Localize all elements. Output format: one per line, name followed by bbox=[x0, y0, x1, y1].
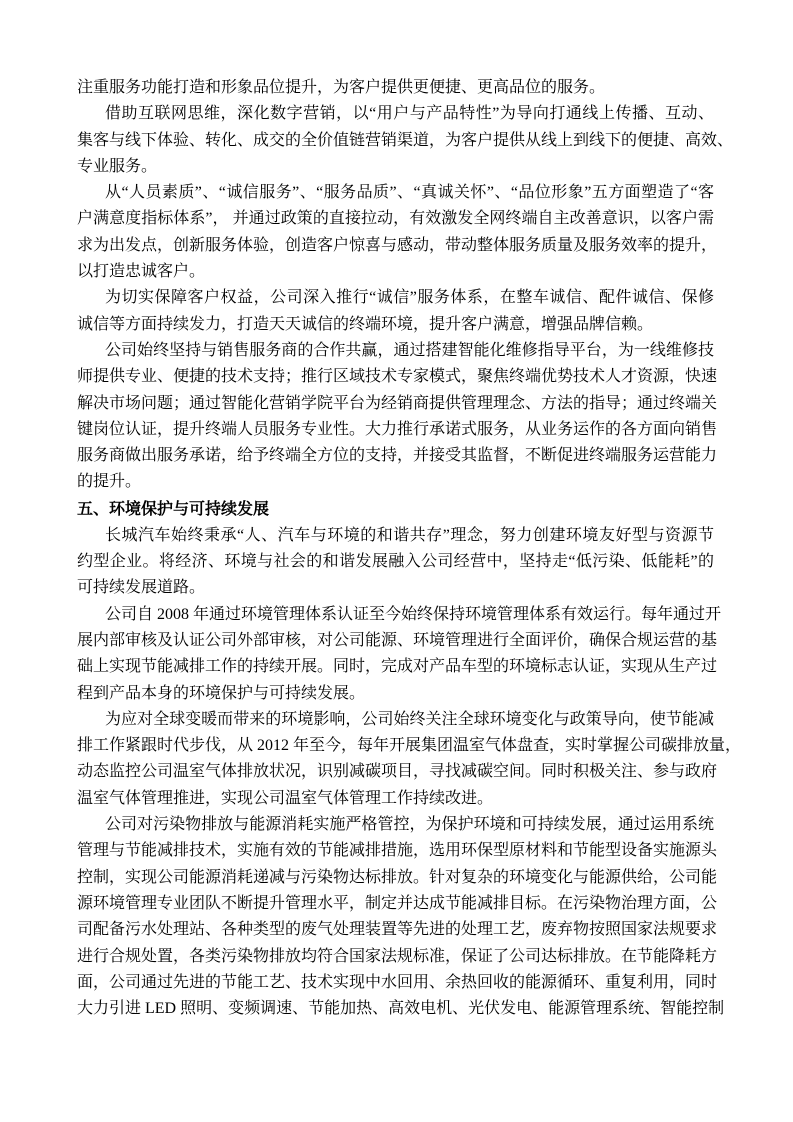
paragraph bbox=[77, 812, 725, 1022]
paragraph bbox=[77, 101, 734, 180]
paragraph-line: 可持续发展道路。 bbox=[77, 579, 206, 597]
paragraph-line: 进行合规处置，各类污染物排放均符合国家法规标准，保证了公司达标排放。在节能降耗方 bbox=[77, 947, 718, 965]
paragraph-line: 源环境管理专业团队不断提升管理水平，制定并达成节能减排目标。在污染物治理方面，公 bbox=[77, 894, 718, 912]
paragraph-line: 展内部审核及认证公司外部审核，对公司能源、环境管理进行全面评价，确保合规运营的基 bbox=[77, 631, 718, 649]
heading-text: 五、环境保护与可持续发展 bbox=[77, 500, 270, 518]
paragraph-line: 程到产品本身的环境保护与可持续发展。 bbox=[77, 684, 366, 702]
paragraph bbox=[77, 338, 718, 496]
paragraph bbox=[77, 602, 722, 707]
paragraph bbox=[77, 75, 714, 101]
paragraph-line: 大力引进 LED 照明、变频调速、节能加热、高效电机、光伏发电、能源管理系统、智能控制 bbox=[77, 1000, 725, 1018]
paragraph-line: 为切实保障客户权益，公司深入推行“诚信”服务体系，在整车诚信、配件诚信、保修 bbox=[105, 289, 714, 307]
paragraph-line: 公司对污染物排放与能源消耗实施严格管控，为保护环境和可持续发展，通过运用系统 bbox=[105, 816, 714, 834]
paragraph-line: 集客与线下体验、转化、成交的全价值链营销渠道，为客户提供从线上到线下的便捷、高效、 bbox=[77, 131, 734, 149]
paragraph-line: 控制，实现公司能源消耗递减与污染物达标排放。针对复杂的环境变化与能源供给，公司能 bbox=[77, 868, 718, 886]
paragraph-line: 公司自 2008 年通过环境管理体系认证至今始终保持环境管理体系有效运行。每年通过开 bbox=[105, 605, 722, 623]
paragraph bbox=[77, 180, 718, 285]
document-page bbox=[77, 75, 742, 1022]
paragraph-line: 约型企业。将经济、环境与社会的和谐发展融入公司经营中，坚持走“低污染、低能耗”的 bbox=[77, 553, 714, 571]
paragraph-line: 诚信等方面持续发力，打造天天诚信的终端环境，提升客户满意，增强品牌信赖。 bbox=[77, 315, 654, 333]
paragraph-line: 求为出发点，创新服务体验，创造客户惊喜与感动，带动整体服务质量及服务效率的提升， bbox=[77, 236, 718, 254]
paragraph bbox=[77, 523, 714, 602]
paragraph-line: 专业服务。 bbox=[77, 157, 158, 175]
paragraph bbox=[77, 707, 742, 812]
paragraph-line: 司配备污水处理站、各种类型的废气处理装置等先进的处理工艺，废弃物按照国家法规要求 bbox=[77, 921, 718, 939]
paragraph-line: 础上实现节能减排工作的持续开展。同时，完成对产品车型的环境标志认证，实现从生产过 bbox=[77, 658, 718, 676]
paragraph-line: 注重服务功能打造和形象品位提升，为客户提供更便捷、更高品位的服务。 bbox=[77, 79, 606, 96]
paragraph-line: 排工作紧跟时代步伐，从 2012 年至今，每年开展集团温室气体盘查，实时掌握公司碳排放量， bbox=[77, 737, 742, 755]
paragraph-line: 以打造忠诚客户。 bbox=[77, 263, 206, 281]
paragraph-line: 从“人员素质”、“诚信服务”、“服务品质”、“真诚关怀”、“品位形象”五方面塑造了“客 bbox=[105, 184, 714, 202]
paragraph-line: 管理与节能减排技术，实施有效的节能减排措施，选用环保型原材料和节能型设备实施源头 bbox=[77, 842, 718, 860]
paragraph-line: 动态监控公司温室气体排放状况，识别减碳项目，寻找减碳空间。同时积极关注、参与政府 bbox=[77, 763, 718, 781]
paragraph-line: 解决市场问题；通过智能化营销学院平台为经销商提供管理理念、方法的指导；通过终端关 bbox=[77, 394, 718, 412]
paragraph-line: 的提升。 bbox=[77, 473, 142, 491]
paragraph-line: 借助互联网思维，深化数字营销，以“用户与产品特性”为导向打通线上传播、互动、 bbox=[105, 105, 714, 123]
paragraph-line: 温室气体管理推进，实现公司温室气体管理工作持续改进。 bbox=[77, 789, 494, 807]
paragraph bbox=[77, 285, 714, 338]
paragraph-line: 公司始终坚持与销售服务商的合作共赢，通过搭建智能化维修指导平台，为一线维修技 bbox=[105, 341, 714, 359]
paragraph-line: 服务商做出服务承诺，给予终端全方位的支持，并接受其监督，不断促进终端服务运营能力 bbox=[77, 447, 718, 465]
paragraph-line: 键岗位认证，提升终端人员服务专业性。大力推行承诺式服务，从业务运作的各方面向销售 bbox=[77, 420, 718, 438]
paragraph-line: 长城汽车始终秉承“人、汽车与环境的和谐共存”理念，努力创建环境友好型与资源节 bbox=[105, 526, 714, 544]
paragraph-line: 师提供专业、便捷的技术支持；推行区域技术专家模式，聚焦终端优势技术人才资源，快速 bbox=[77, 368, 718, 386]
section-heading bbox=[77, 496, 714, 523]
paragraph-line: 面，公司通过先进的节能工艺、技术实现中水回用、余热回收的能源循环、重复利用，同时 bbox=[77, 973, 718, 991]
paragraph-line: 户满意度指标体系”， 并通过政策的直接拉动，有效激发全网终端自主改善意识，以客户需 bbox=[77, 210, 714, 228]
paragraph-line: 为应对全球变暖而带来的环境影响，公司始终关注全球环境变化与政策导向，使节能减 bbox=[105, 710, 714, 728]
